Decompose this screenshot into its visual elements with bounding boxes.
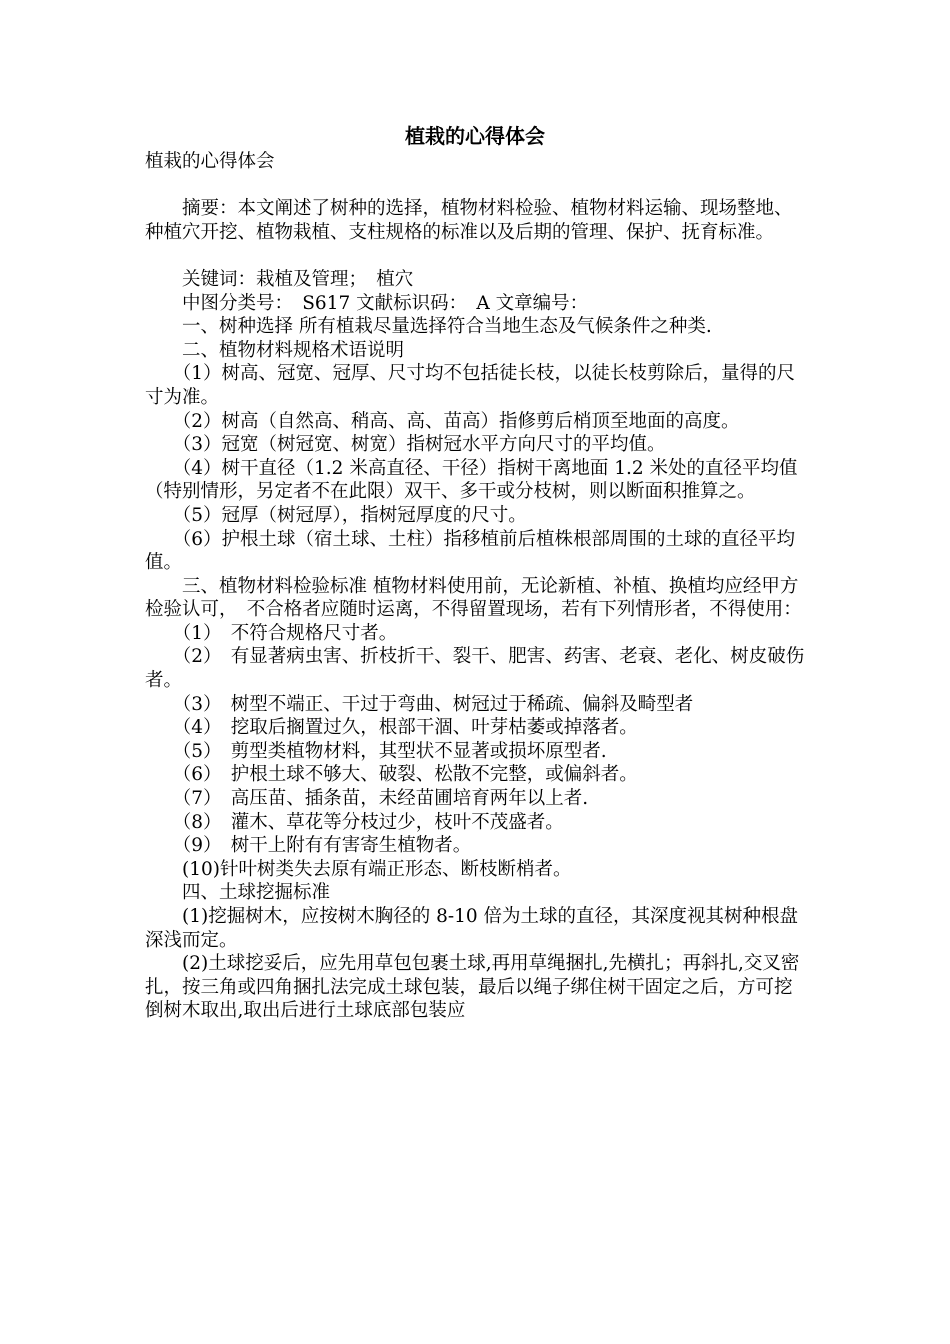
paragraph-heading: 植栽的心得体会: [145, 151, 275, 172]
paragraph-section-1: 一、树种选择 所有植栽尽量选择符合当地生态及气候条件之种类.: [145, 316, 712, 338]
blank-line: [145, 244, 807, 268]
paragraph-item: （9） 树干上附有有害寄生植物者。: [145, 835, 472, 857]
paragraph-item: （4） 挖取后搁置过久，根部干涸、叶芽枯萎或掉落者。: [145, 717, 638, 739]
paragraph-keywords: 关键词：栽植及管理； 植穴: [145, 268, 414, 290]
paragraph-item: （3）冠宽（树冠宽、树宽）指树冠水平方向尺寸的平均值。: [145, 434, 666, 456]
paragraph-item: （6） 护根土球不够大、破裂、松散不完整，或偏斜者。: [145, 764, 638, 786]
paragraph-item: （3） 树型不端正、干过于弯曲、树冠过于稀疏、偏斜及畸型者: [145, 693, 694, 715]
paragraph-section-3: 三、植物材料检验标准 植物材料使用前，无论新植、补植、换植均应经甲方检验认可， 不合格者应随时运离，不得留置现场，若有下列情形者，不得使用：: [145, 575, 802, 621]
paragraph-item: （2）树高（自然高、稍高、高、苗高）指修剪后梢顶至地面的高度。: [145, 410, 740, 432]
document-body: [145, 150, 807, 1023]
paragraph-item: （5）冠厚（树冠厚），指树冠厚度的尺寸。: [145, 504, 527, 526]
document-title: 植栽的心得体会: [405, 124, 545, 148]
paragraph-item: (10)针叶树类失去原有端正形态、断枝断梢者。: [145, 858, 572, 880]
paragraph-item: （8） 灌木、草花等分枝过少，枝叶不茂盛者。: [145, 811, 564, 833]
blank-line: [145, 174, 807, 198]
paragraph-item: （5） 剪型类植物材料，其型状不显著或损坏原型者.: [145, 740, 607, 762]
paragraph-item: (1)挖掘树木，应按树木胸径的 8-10 倍为土球的直径，其深度视其树种根盘深浅而定。: [145, 906, 799, 951]
paragraph-item: （2） 有显著病虫害、折枝折干、裂干、肥害、药害、老衰、老化、树皮破伤者。: [145, 646, 805, 692]
paragraph-section-2: 二、植物材料规格术语说明: [145, 339, 405, 361]
paragraph-item: （7） 高压苗、插条苗，未经苗圃培育两年以上者.: [145, 788, 589, 810]
paragraph-item: (2)土球挖妥后，应先用草包包裹土球,再用草绳捆扎,先横扎；再斜扎,交叉密扎，按三角或四角捆扎法完成土球包装，最后以绳子绑住树干固定之后，方可挖倒树木取出,取出后进行土球底部包装应: [145, 953, 800, 1022]
paragraph-item: （1） 不符合规格尺寸者。: [145, 622, 398, 644]
paragraph-item: （1）树高、冠宽、冠厚、尺寸均不包括徒长枝，以徒长枝剪除后，量得的尺寸为准。: [145, 363, 796, 408]
paragraph-classification: 中图分类号： S617 文献标识码： A 文章编号：: [145, 292, 589, 314]
paragraph-section-4: 四、土球挖掘标准: [145, 882, 331, 904]
paragraph-item: （6）护根土球（宿土球、土柱）指移植前后植株根部周围的土球的直径平均值。: [145, 528, 796, 574]
paragraph-abstract: 摘要：本文阐述了树种的选择，植物材料检验、植物材料运输、现场整地、种植穴开挖、植物栽植、支柱规格的标准以及后期的管理、保护、抚育标准。: [145, 198, 793, 243]
paragraph-item: （4）树干直径（1.2 米高直径、干径）指树干离地面 1.2 米处的直径平均值（特别情形，另定者不在此限）双干、多干或分枝树，则以断面积推算之。: [145, 457, 798, 503]
